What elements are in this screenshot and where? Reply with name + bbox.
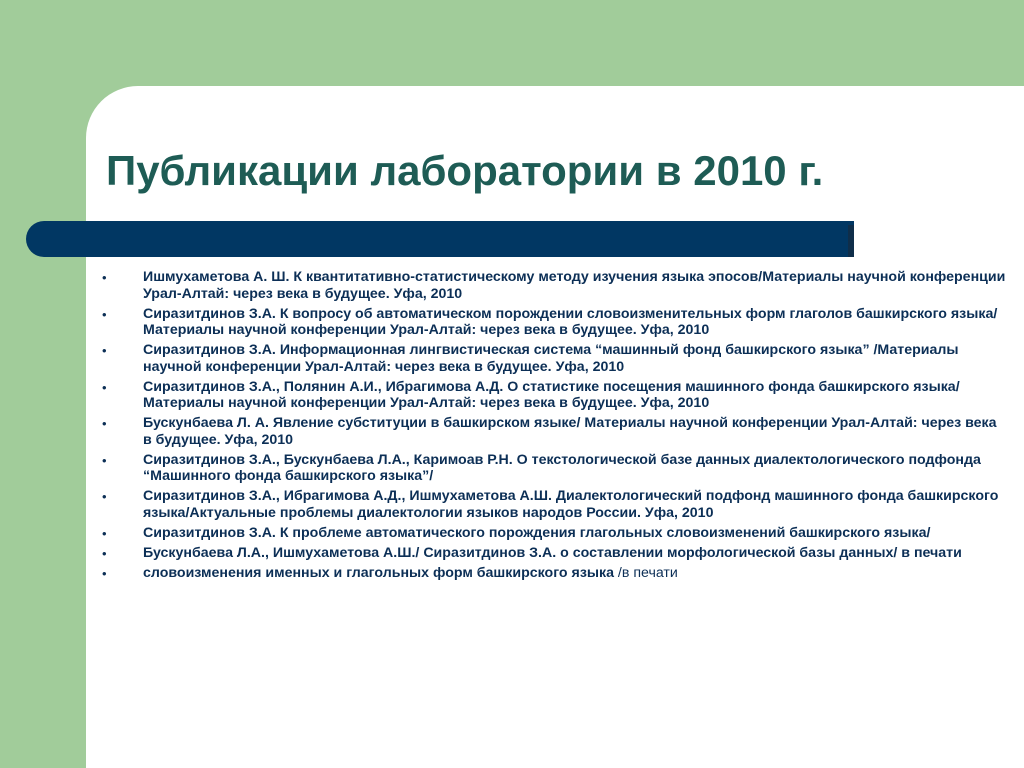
bullet-icon: • [102,270,107,285]
bullet-icon: • [102,489,107,504]
publication-text: Сиразитдинов З.А., Полянин А.И., Ибрагимова А.Д. О статистике посещения машинного фонда башкирского языка/Материалы научной конференции Урал-Алтай: через века в будущее. Уфа, 2010 [143,378,960,411]
bullet-icon: • [102,343,107,358]
publication-item [102,452,1007,485]
publication-text: Сиразитдинов З.А., Бускунбаева Л.А., Каримоав Р.Н. О текстологической базе данных диалектологического подфонда “Машинного фонда башкирского языка”/ [143,451,981,484]
publication-item [102,565,1007,582]
publication-item [102,545,1007,562]
publication-item [102,306,1007,339]
slide-title: Публикации лаборатории в 2010 г. [106,147,824,194]
publication-list [102,269,1007,581]
publication-text: Бускунбаева Л. А. Явление субституции в башкирском языке/ Материалы научной конференции Урал-Алтай: через века в будущее. Уфа, 2010 [143,415,997,448]
publication-text: Сиразитдинов З.А. Информационная лингвистическая система “машинный фонд башкирского языка” /Материалы научной конференции Урал-Алтай: через века в будущее. Уфа, 2010 [143,342,959,375]
publication-text: Сиразитдинов З.А. К проблеме автоматического порождения глагольных словоизменений башкирского языка/ [143,524,931,541]
publication-item [102,488,1007,521]
publication-item [102,525,1007,542]
publication-text: Ишмухаметова А. Ш. К квантитативно-статистическому методу изучения языка эпосов/Материалы научной конференции Урал-Алтай: через века в будущее. Уфа, 2010 [143,269,1006,302]
publication-item [102,342,1007,375]
bullet-icon: • [102,545,107,561]
bullet-icon: • [102,525,107,541]
publication-text: словоизменения именных и глагольных форм башкирского языка [143,564,618,581]
bullet-icon: • [102,306,107,322]
publication-item [102,269,1007,302]
publication-text: Сиразитдинов З.А. К вопросу об автоматическом порождении словоизменительных форм глаголов башкирского языка/Материалы научной конференции Урал-Алтай: через века в будущее. Уфа, 2010 [143,305,998,338]
bullet-icon: • [102,452,107,468]
bullet-icon: • [102,379,107,395]
title-bar-shadow [848,225,854,257]
bullet-icon: • [102,416,107,431]
publication-item [102,415,1007,448]
publication-text: Сиразитдинов З.А., Ибрагимова А.Д., Ишмухаметова А.Ш. Диалектологический подфонд машинного фонда башкирского языка/Актуальные проблемы диалектологии языков народов России. Уфа, 2010 [143,488,999,521]
bullet-icon: • [102,565,107,581]
publication-text: Бускунбаева Л.А., Ишмухаметова А.Ш./ Сиразитдинов З.А. о составлении морфологической базы данных/ в печати [143,544,962,561]
title-underline-bar [26,221,854,257]
publication-status: /в печати [617,564,678,581]
publication-item [102,379,1007,412]
